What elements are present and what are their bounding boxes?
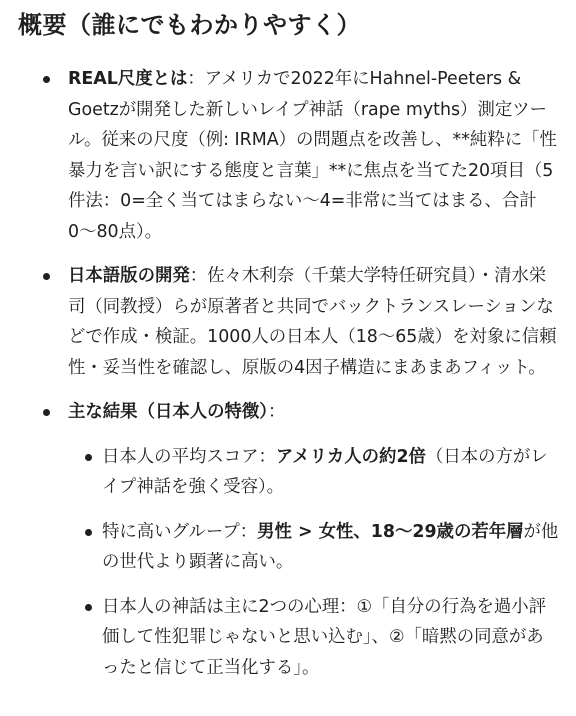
bullet-icon [43, 273, 50, 280]
list-item-japanese-version [18, 261, 560, 383]
sub-item-bold: アメリカ人の約2倍 [275, 446, 426, 467]
sub-item-pre: 特に高いグループ： [102, 521, 258, 542]
item-label: 主な結果（日本人の特徴） [68, 402, 268, 422]
sub-item-pre: 日本人の平均スコア： [102, 446, 276, 467]
sub-item-rest: が他の世代より顕著に高い。 [102, 521, 559, 572]
sub-item-rest: （日本の方がレイプ神話を強く受容）。 [102, 446, 548, 497]
bullet-icon [85, 529, 92, 536]
item-label: REAL尺度とは [68, 69, 188, 89]
item-text: ：佐々木利奈（千葉大学特任研究員）・清水栄司（同教授）らが原著者と共同でバックトランスレーションなどで作成・検証。1000人の日本人（18〜65歳）を対象に信頼性・妥当性を確認し、原版の4因子構造にまあまあフィット。 [68, 266, 557, 378]
item-text: ：アメリカで2022年にHahnel-Peeters & Goetzが開発した新しいレイプ神話（rape myths）測定ツール。従来の尺度（例: IRMA）の問題点を改善し、**純粋に「性暴力を言い訳にする態度と言葉」**に焦点を当てた20項目（5件法：0=全く当てはまらない〜4=非常に当てはまる、合計0〜80点）。 [68, 69, 557, 242]
bullet-icon [43, 76, 50, 83]
sub-item-pre: 日本人の神話は主に2つの心理：①「自分の行為を過小評価して性犯罪じゃないと思い込む」、②「暗黙の同意があったと信じて正当化する」。 [102, 596, 547, 678]
item-text: ： [268, 402, 286, 422]
list-item-main-results [18, 397, 560, 683]
sub-item-average-score [60, 442, 560, 503]
bullet-icon [85, 454, 92, 461]
sub-item-bold: 男性 > 女性、18〜29歳の若年層 [257, 521, 524, 542]
bullet-icon [43, 409, 50, 416]
bullet-icon [85, 604, 92, 611]
list-item-real-scale [18, 64, 560, 247]
results-sublist [60, 442, 560, 684]
sub-item-two-psychologies [60, 592, 560, 684]
item-label: 日本語版の開発 [68, 266, 190, 286]
summary-list [18, 64, 560, 683]
section-heading: 概要（誰にでもわかりやすく） [18, 11, 361, 39]
sub-item-high-group [60, 517, 560, 578]
